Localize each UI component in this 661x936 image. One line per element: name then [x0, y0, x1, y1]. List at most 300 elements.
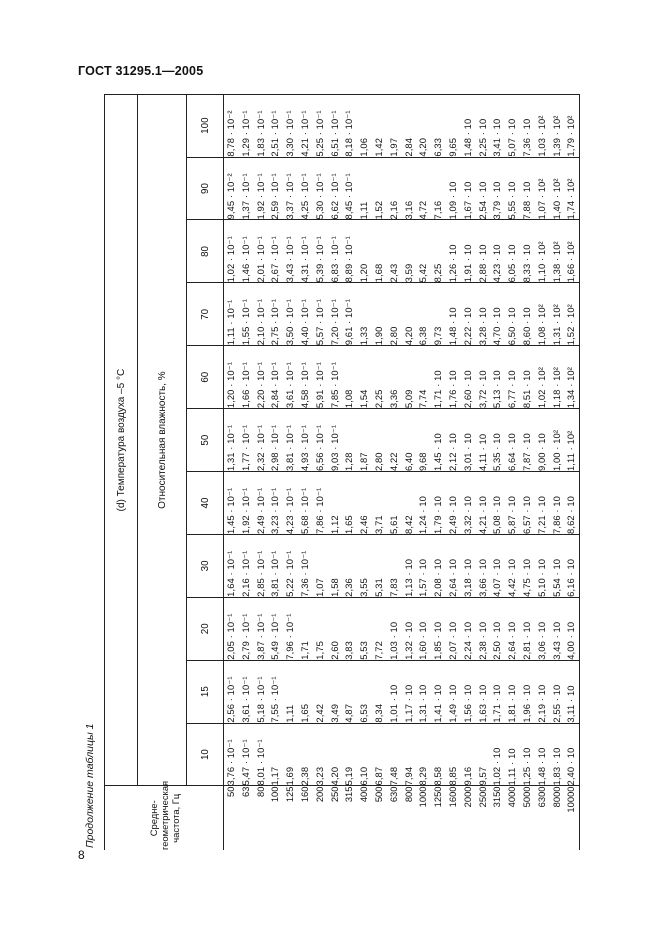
table-row: [254, 94, 269, 850]
attenuation-cell: 1,02 · 10²: [535, 346, 550, 409]
attenuation-cell: 1,31 · 10: [416, 660, 431, 723]
attenuation-cell: 9,16: [461, 723, 476, 786]
attenuation-cell: 2,42: [313, 660, 328, 723]
table-row: [298, 94, 313, 850]
attenuation-cell: 1,76 · 10: [446, 346, 461, 409]
attenuation-cell: 5,19: [342, 723, 357, 786]
attenuation-cell: 4,20: [328, 723, 343, 786]
attenuation-cell: 5,61: [387, 472, 402, 535]
attenuation-cell: 8,51 · 10: [520, 346, 535, 409]
table-row: [283, 94, 298, 850]
frequency-cell: 630: [387, 786, 402, 850]
attenuation-cell: 8,60 · 10: [520, 283, 535, 346]
attenuation-cell: 1,31 · 10⁻¹: [224, 409, 239, 472]
frequency-cell: 63: [239, 786, 254, 850]
attenuation-cell: 6,40: [402, 409, 417, 472]
attenuation-cell: 7,86 · 10: [550, 472, 565, 535]
attenuation-cell: 3,55: [357, 534, 372, 597]
attenuation-cell: 1,56 · 10: [461, 660, 476, 723]
attenuation-cell: 5,49 · 10⁻¹: [268, 597, 283, 660]
attenuation-cell: 2,22 · 10: [461, 283, 476, 346]
table-row: [357, 94, 372, 850]
attenuation-cell: 8,42: [402, 472, 417, 535]
attenuation-cell: 2,50 · 10: [490, 597, 505, 660]
attenuation-cell: 4,42 · 10: [505, 534, 520, 597]
attenuation-cell: 1,67 · 10: [461, 157, 476, 220]
attenuation-cell: 7,48: [387, 723, 402, 786]
attenuation-cell: 8,58: [431, 723, 446, 786]
attenuation-cell: 1,34 · 10²: [564, 346, 579, 409]
attenuation-cell: 5,31: [372, 534, 387, 597]
attenuation-cell: 5,09: [402, 346, 417, 409]
humidity-column-header: 50: [187, 409, 224, 472]
table-row: [535, 94, 550, 850]
attenuation-cell: 2,16 · 10⁻¹: [239, 534, 254, 597]
attenuation-cell: 1,10 · 10²: [535, 220, 550, 283]
attenuation-cell: 1,08: [342, 346, 357, 409]
attenuation-cell: 3,72 · 10: [476, 346, 491, 409]
attenuation-cell: 3,11 · 10: [564, 660, 579, 723]
attenuation-cell: 6,05 · 10: [505, 220, 520, 283]
attenuation-cell: 8,33 · 10: [520, 220, 535, 283]
attenuation-cell: 6,51 · 10⁻¹: [328, 94, 343, 157]
frequency-cell: 200: [313, 786, 328, 850]
attenuation-cell: 1,81 · 10: [505, 660, 520, 723]
attenuation-cell: 7,86 · 10⁻¹: [313, 472, 328, 535]
humidity-column-header: 100: [187, 94, 224, 157]
humidity-column-header: 90: [187, 157, 224, 220]
attenuation-cell: 3,30 · 10⁻¹: [283, 94, 298, 157]
attenuation-cell: 7,85 · 10⁻¹: [328, 346, 343, 409]
attenuation-cell: 3,83: [342, 597, 357, 660]
attenuation-cell: 1,96 · 10: [520, 660, 535, 723]
attenuation-cell: 1,40 · 10²: [550, 157, 565, 220]
attenuation-cell: 9,03 · 10⁻¹: [328, 409, 343, 472]
attenuation-cell: 5,55 · 10: [505, 157, 520, 220]
attenuation-cell: 1,11 · 10: [505, 723, 520, 786]
attenuation-cell: 2,64 · 10: [505, 597, 520, 660]
attenuation-cell: 3,28 · 10: [476, 283, 491, 346]
humidity-column-header: 60: [187, 346, 224, 409]
attenuation-cell: 5,57 · 10⁻¹: [313, 283, 328, 346]
attenuation-cell: 4,40 · 10⁻¹: [298, 283, 313, 346]
attenuation-cell: 1,75: [313, 597, 328, 660]
humidity-column-header: 15: [187, 660, 224, 723]
attenuation-cell: 1,03 · 10: [387, 597, 402, 660]
attenuation-cell: 4,07 · 10: [490, 534, 505, 597]
attenuation-cell: 5,08 · 10: [490, 472, 505, 535]
attenuation-cell: 2,12 · 10: [446, 409, 461, 472]
attenuation-cell: 1,41 · 10: [431, 660, 446, 723]
attenuation-cell: 3,81 · 10⁻¹: [283, 409, 298, 472]
attenuation-cell: 3,76 · 10⁻¹: [224, 723, 239, 786]
attenuation-cell: 2,25: [372, 346, 387, 409]
table-row: [416, 94, 431, 850]
attenuation-cell: 1,17 · 10: [402, 660, 417, 723]
table-row: [505, 94, 520, 850]
attenuation-cell: 6,64 · 10: [505, 409, 520, 472]
attenuation-cell: 1,48 · 10: [461, 94, 476, 157]
attenuation-cell: 1,49 · 10: [446, 660, 461, 723]
frequency-cell: 8000: [550, 786, 565, 850]
attenuation-cell: 9,68: [416, 409, 431, 472]
attenuation-cell: 2,49 · 10⁻¹: [254, 472, 269, 535]
attenuation-cell: 3,23 · 10⁻¹: [268, 472, 283, 535]
attenuation-cell: 3,32 · 10: [461, 472, 476, 535]
attenuation-cell: 3,61 · 10⁻¹: [239, 660, 254, 723]
attenuation-cell: 5,25 · 10⁻¹: [313, 94, 328, 157]
attenuation-cell: 6,62 · 10⁻¹: [328, 157, 343, 220]
attenuation-cell: 4,21 · 10: [476, 472, 491, 535]
attenuation-cell: 1,65: [298, 660, 313, 723]
attenuation-cell: 2,10 · 10⁻¹: [254, 283, 269, 346]
attenuation-cell: 1,31 · 10²: [550, 283, 565, 346]
attenuation-cell: 8,29: [416, 723, 431, 786]
attenuation-cell: 3,23: [313, 723, 328, 786]
attenuation-cell: 1,87: [357, 409, 372, 472]
attenuation-cell: 2,80: [387, 283, 402, 346]
attenuation-cell: 7,16: [431, 157, 446, 220]
attenuation-cell: 2,51 · 10⁻¹: [268, 94, 283, 157]
attenuation-cell: 1,69: [283, 723, 298, 786]
table-row: [520, 94, 535, 850]
rotated-table-area: [82, 94, 577, 850]
attenuation-cell: 1,97: [387, 94, 402, 157]
attenuation-cell: 3,50 · 10⁻¹: [283, 283, 298, 346]
temperature-header: (d) Температура воздуха –5 °С: [105, 94, 138, 786]
attenuation-cell: 5,53: [357, 597, 372, 660]
table-row: [550, 94, 565, 850]
attenuation-cell: 2,79 · 10⁻¹: [239, 597, 254, 660]
attenuation-cell: 3,71: [372, 472, 387, 535]
attenuation-cell: 8,25: [431, 220, 446, 283]
humidity-column-header: 80: [187, 220, 224, 283]
attenuation-cell: 7,55 · 10⁻¹: [268, 660, 283, 723]
frequency-cell: 2500: [476, 786, 491, 850]
table-row: [431, 94, 446, 850]
attenuation-cell: 5,68 · 10⁻¹: [298, 472, 313, 535]
attenuation-cell: 1,06: [357, 94, 372, 157]
attenuation-cell: 9,73: [431, 283, 446, 346]
attenuation-cell: 3,49: [328, 660, 343, 723]
frequency-cell: 80: [254, 786, 269, 850]
attenuation-cell: 8,01 · 10⁻¹: [254, 723, 269, 786]
attenuation-cell: 9,00 · 10: [535, 409, 550, 472]
humidity-header: Относительная влажность, %: [138, 94, 187, 786]
attenuation-cell: 1,01 · 10: [387, 660, 402, 723]
attenuation-cell: 1,07 · 10²: [535, 157, 550, 220]
attenuation-cell: 8,85: [446, 723, 461, 786]
attenuation-cell: 9,61 · 10⁻¹: [342, 283, 357, 346]
attenuation-cell: 1,79 · 10²: [564, 94, 579, 157]
attenuation-cell: 1,54: [357, 346, 372, 409]
attenuation-cell: 6,50 · 10: [505, 283, 520, 346]
table-row: [313, 94, 328, 850]
attenuation-cell: 4,70 · 10: [490, 283, 505, 346]
attenuation-cell: 3,41 · 10: [490, 94, 505, 157]
attenuation-cell: 7,94: [402, 723, 417, 786]
table-row: [239, 94, 254, 850]
attenuation-cell: 1,25 · 10: [520, 723, 535, 786]
attenuation-cell: 1,83 · 10⁻¹: [254, 94, 269, 157]
attenuation-cell: 4,20: [416, 94, 431, 157]
attenuation-cell: 2,40 · 10: [564, 723, 579, 786]
attenuation-cell: 5,91 · 10⁻¹: [313, 346, 328, 409]
attenuation-cell: 8,78 · 10⁻²: [224, 94, 239, 157]
attenuation-cell: 1,03 · 10²: [535, 94, 550, 157]
attenuation-cell: 1,91 · 10: [461, 220, 476, 283]
frequency-cell: 125: [283, 786, 298, 850]
attenuation-cell: 6,33: [431, 94, 446, 157]
attenuation-cell: 5,87 · 10: [505, 472, 520, 535]
attenuation-cell: 2,25 · 10: [476, 94, 491, 157]
frequency-cell: 160: [298, 786, 313, 850]
attenuation-cell: 1,85 · 10: [431, 597, 446, 660]
attenuation-cell: 3,79 · 10: [490, 157, 505, 220]
attenuation-cell: 3,43 · 10⁻¹: [283, 220, 298, 283]
document-header: ГОСТ 31295.1—2005: [78, 64, 204, 78]
frequency-cell: 1000: [416, 786, 431, 850]
attenuation-cell: 1,66 · 10²: [564, 220, 579, 283]
attenuation-cell: 2,98 · 10⁻¹: [268, 409, 283, 472]
frequency-header: Средне-геометрическая частота, Гц: [105, 786, 224, 850]
attenuation-cell: 3,18 · 10: [461, 534, 476, 597]
attenuation-cell: 1,20: [357, 220, 372, 283]
attenuation-cell: 5,10 · 10: [535, 534, 550, 597]
frequency-cell: 1250: [431, 786, 446, 850]
attenuation-cell: 1,71: [298, 597, 313, 660]
humidity-column-header: 40: [187, 472, 224, 535]
attenuation-cell: 2,24 · 10: [461, 597, 476, 660]
attenuation-cell: 1,92 · 10⁻¹: [254, 157, 269, 220]
attenuation-cell: 2,80: [372, 409, 387, 472]
attenuation-cell: 1,39 · 10²: [550, 94, 565, 157]
attenuation-cell: 8,89 · 10⁻¹: [342, 220, 357, 283]
attenuation-cell: 3,06 · 10: [535, 597, 550, 660]
attenuation-cell: 2,19 · 10: [535, 660, 550, 723]
attenuation-cell: 4,58 · 10⁻¹: [298, 346, 313, 409]
attenuation-cell: 1,71 · 10: [431, 346, 446, 409]
attenuation-cell: 2,01 · 10⁻¹: [254, 220, 269, 283]
attenuation-cell: 6,56 · 10⁻¹: [313, 409, 328, 472]
attenuation-cell: 5,35 · 10: [490, 409, 505, 472]
attenuation-cell: 5,47 · 10⁻¹: [239, 723, 254, 786]
attenuation-cell: 1,38 · 10²: [550, 220, 565, 283]
attenuation-cell: 3,01 · 10: [461, 409, 476, 472]
attenuation-cell: 4,72: [416, 157, 431, 220]
attenuation-cell: 1,11: [357, 157, 372, 220]
attenuation-cell: 1,55 · 10⁻¹: [239, 283, 254, 346]
frequency-cell: 250: [328, 786, 343, 850]
attenuation-cell: 1,07: [313, 534, 328, 597]
table-row: [328, 94, 343, 850]
attenuation-cell: 6,16 · 10: [564, 534, 579, 597]
attenuation-cell: 1,52 · 10²: [564, 283, 579, 346]
attenuation-table: [104, 94, 580, 850]
attenuation-cell: 2,46: [357, 472, 372, 535]
attenuation-cell: 7,72: [372, 597, 387, 660]
table-row: [224, 94, 239, 850]
attenuation-cell: 4,00 · 10: [564, 597, 579, 660]
attenuation-cell: 1,57 · 10: [416, 534, 431, 597]
attenuation-cell: 1,11 · 10²: [564, 409, 579, 472]
attenuation-cell: 1,90: [372, 283, 387, 346]
attenuation-cell: 4,11 · 10: [476, 409, 491, 472]
table-row: [564, 94, 579, 850]
table-row: [490, 94, 505, 850]
attenuation-cell: 1,65: [342, 472, 357, 535]
frequency-cell: 6300: [535, 786, 550, 850]
attenuation-cell: 2,84 · 10⁻¹: [268, 346, 283, 409]
attenuation-cell: 3,36: [387, 346, 402, 409]
attenuation-cell: 5,07 · 10: [505, 94, 520, 157]
attenuation-cell: 6,38: [416, 283, 431, 346]
frequency-cell: 2000: [461, 786, 476, 850]
attenuation-cell: 1,66 · 10⁻¹: [239, 346, 254, 409]
attenuation-cell: 8,62 · 10: [564, 472, 579, 535]
attenuation-cell: 9,45 · 10⁻²: [224, 157, 239, 220]
attenuation-cell: 3,16: [402, 157, 417, 220]
attenuation-cell: 6,83 · 10⁻¹: [328, 220, 343, 283]
frequency-cell: 500: [372, 786, 387, 850]
attenuation-cell: 6,57 · 10: [520, 472, 535, 535]
attenuation-cell: 7,74: [416, 346, 431, 409]
attenuation-cell: 1,48 · 10: [535, 723, 550, 786]
attenuation-cell: 4,93 · 10⁻¹: [298, 409, 313, 472]
attenuation-cell: 1,60 · 10: [416, 597, 431, 660]
attenuation-cell: 1,29 · 10⁻¹: [239, 94, 254, 157]
attenuation-cell: 8,34: [372, 660, 387, 723]
table-row: [446, 94, 461, 850]
table-row: [387, 94, 402, 850]
attenuation-cell: 1,11 · 10⁻¹: [224, 283, 239, 346]
attenuation-cell: 4,31 · 10⁻¹: [298, 220, 313, 283]
attenuation-cell: 5,39 · 10⁻¹: [313, 220, 328, 283]
attenuation-cell: 7,96 · 10⁻¹: [283, 597, 298, 660]
table-row: [461, 94, 476, 850]
attenuation-cell: 4,22: [387, 409, 402, 472]
attenuation-cell: 1,11: [283, 660, 298, 723]
attenuation-cell: 5,42: [416, 220, 431, 283]
attenuation-cell: 5,54 · 10: [550, 534, 565, 597]
attenuation-cell: 5,18 · 10⁻¹: [254, 660, 269, 723]
attenuation-cell: 2,56 · 10⁻¹: [224, 660, 239, 723]
attenuation-cell: 2,59 · 10⁻¹: [268, 157, 283, 220]
attenuation-cell: 2,43: [387, 220, 402, 283]
table-row: [402, 94, 417, 850]
attenuation-cell: 2,07 · 10: [446, 597, 461, 660]
attenuation-cell: 2,55 · 10: [550, 660, 565, 723]
attenuation-cell: 1,63 · 10: [476, 660, 491, 723]
page-number: 8: [78, 848, 85, 862]
attenuation-cell: 6,10: [357, 723, 372, 786]
attenuation-cell: 4,21 · 10⁻¹: [298, 94, 313, 157]
humidity-column-header: 10: [187, 723, 224, 786]
attenuation-cell: 1,52: [372, 157, 387, 220]
frequency-cell: 10000: [564, 786, 579, 850]
attenuation-cell: 1,17: [268, 723, 283, 786]
attenuation-cell: 2,67 · 10⁻¹: [268, 220, 283, 283]
humidity-column-header: 30: [187, 534, 224, 597]
attenuation-cell: 7,87 · 10: [520, 409, 535, 472]
attenuation-cell: 5,22 · 10⁻¹: [283, 534, 298, 597]
attenuation-cell: 2,60: [328, 597, 343, 660]
attenuation-cell: 1,92 · 10⁻¹: [239, 472, 254, 535]
attenuation-cell: 1,68: [372, 220, 387, 283]
attenuation-cell: 2,05 · 10⁻¹: [224, 597, 239, 660]
attenuation-cell: 3,81 · 10⁻¹: [268, 534, 283, 597]
table-row: [342, 94, 357, 850]
attenuation-cell: 5,30 · 10⁻¹: [313, 157, 328, 220]
humidity-column-header: 20: [187, 597, 224, 660]
frequency-cell: 100: [268, 786, 283, 850]
attenuation-cell: 1,09 · 10: [446, 157, 461, 220]
frequency-cell: 400: [357, 786, 372, 850]
attenuation-cell: 2,36: [342, 534, 357, 597]
attenuation-cell: 1,83 · 10: [550, 723, 565, 786]
table-caption: Продолжение таблицы 1: [84, 723, 96, 848]
attenuation-cell: 4,87: [342, 660, 357, 723]
attenuation-cell: 2,32 · 10⁻¹: [254, 409, 269, 472]
attenuation-cell: 2,49 · 10: [446, 472, 461, 535]
attenuation-cell: 2,16: [387, 157, 402, 220]
attenuation-cell: 2,38: [298, 723, 313, 786]
attenuation-cell: 1,37 · 10⁻¹: [239, 157, 254, 220]
attenuation-cell: 1,24 · 10: [416, 472, 431, 535]
attenuation-cell: 2,84: [402, 94, 417, 157]
attenuation-cell: 2,81 · 10: [520, 597, 535, 660]
attenuation-cell: 1,77 · 10⁻¹: [239, 409, 254, 472]
attenuation-cell: 1,00 · 10²: [550, 409, 565, 472]
attenuation-cell: 1,20 · 10⁻¹: [224, 346, 239, 409]
frequency-cell: 315: [342, 786, 357, 850]
attenuation-cell: 7,83: [387, 534, 402, 597]
attenuation-cell: 1,74 · 10²: [564, 157, 579, 220]
attenuation-cell: 2,54 · 10: [476, 157, 491, 220]
attenuation-cell: 1,32 · 10: [402, 597, 417, 660]
attenuation-cell: 5,13 · 10: [490, 346, 505, 409]
attenuation-cell: 3,43 · 10: [550, 597, 565, 660]
frequency-cell: 50: [224, 786, 239, 850]
table-row: [476, 94, 491, 850]
attenuation-cell: 8,18 · 10⁻¹: [342, 94, 357, 157]
attenuation-cell: 2,60 · 10: [461, 346, 476, 409]
attenuation-cell: 3,66 · 10: [476, 534, 491, 597]
attenuation-cell: 1,79 · 10: [431, 472, 446, 535]
frequency-cell: 4000: [505, 786, 520, 850]
attenuation-cell: 6,53: [357, 660, 372, 723]
attenuation-cell: 1,46 · 10⁻¹: [239, 220, 254, 283]
attenuation-cell: 1,08 · 10²: [535, 283, 550, 346]
attenuation-cell: 4,23 · 10⁻¹: [283, 472, 298, 535]
attenuation-cell: 1,45 · 10⁻¹: [224, 472, 239, 535]
attenuation-cell: 1,18 · 10²: [550, 346, 565, 409]
attenuation-cell: 1,02 · 10⁻¹: [224, 220, 239, 283]
attenuation-cell: 2,88 · 10: [476, 220, 491, 283]
attenuation-cell: 7,36 · 10: [520, 94, 535, 157]
attenuation-cell: 1,12: [328, 472, 343, 535]
attenuation-cell: 1,33: [357, 283, 372, 346]
attenuation-cell: 3,61 · 10⁻¹: [283, 346, 298, 409]
attenuation-cell: 9,57: [476, 723, 491, 786]
attenuation-cell: 1,42: [372, 94, 387, 157]
attenuation-cell: 6,87: [372, 723, 387, 786]
frequency-cell: 800: [402, 786, 417, 850]
attenuation-cell: 2,85 · 10⁻¹: [254, 534, 269, 597]
attenuation-cell: 2,38 · 10: [476, 597, 491, 660]
attenuation-cell: 4,23 · 10: [490, 220, 505, 283]
attenuation-cell: 2,64 · 10: [446, 534, 461, 597]
